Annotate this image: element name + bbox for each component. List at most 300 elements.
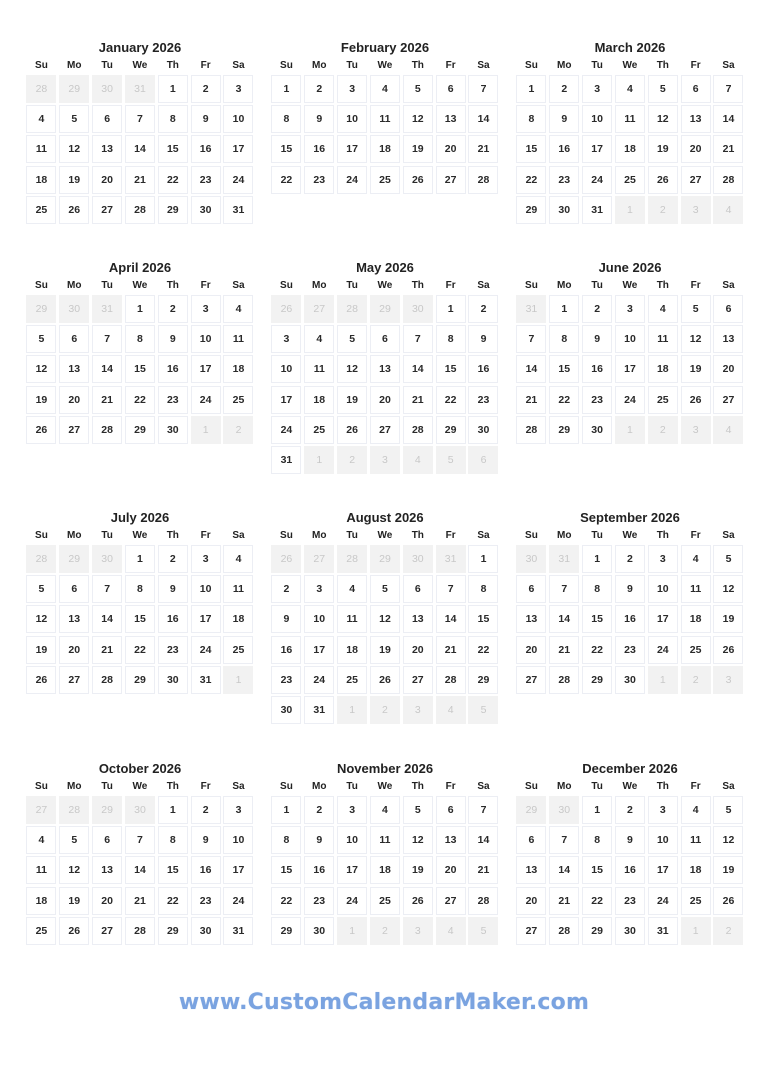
day-cell[interactable]: 8 <box>158 105 188 133</box>
day-cell[interactable]: 29 <box>516 196 546 224</box>
day-cell[interactable]: 7 <box>468 75 498 103</box>
day-cell[interactable]: 28 <box>549 917 579 945</box>
day-cell[interactable]: 20 <box>713 355 743 383</box>
day-cell[interactable]: 24 <box>337 887 367 915</box>
day-cell[interactable]: 15 <box>271 856 301 884</box>
day-cell[interactable]: 11 <box>304 355 334 383</box>
day-cell[interactable]: 18 <box>26 887 56 915</box>
day-cell[interactable]: 19 <box>713 605 743 633</box>
day-cell[interactable]: 25 <box>370 166 400 194</box>
day-cell[interactable]: 15 <box>516 135 546 163</box>
day-cell[interactable]: 22 <box>158 887 188 915</box>
day-cell[interactable]: 17 <box>615 355 645 383</box>
day-cell[interactable]: 6 <box>59 325 89 353</box>
day-cell[interactable]: 29 <box>158 917 188 945</box>
day-cell[interactable]: 6 <box>713 295 743 323</box>
day-cell[interactable]: 16 <box>582 355 612 383</box>
day-cell[interactable]: 4 <box>223 545 253 573</box>
day-cell[interactable]: 13 <box>92 135 122 163</box>
day-cell[interactable]: 2 <box>158 545 188 573</box>
day-cell[interactable]: 5 <box>648 75 678 103</box>
day-cell[interactable]: 20 <box>370 386 400 414</box>
day-cell[interactable]: 7 <box>403 325 433 353</box>
day-cell[interactable]: 25 <box>370 887 400 915</box>
day-cell[interactable]: 19 <box>681 355 711 383</box>
day-cell[interactable]: 4 <box>370 796 400 824</box>
day-cell[interactable]: 28 <box>549 666 579 694</box>
day-cell[interactable]: 21 <box>403 386 433 414</box>
day-cell[interactable]: 9 <box>158 575 188 603</box>
day-cell[interactable]: 25 <box>681 636 711 664</box>
day-cell[interactable]: 9 <box>304 105 334 133</box>
day-cell[interactable]: 27 <box>436 166 466 194</box>
day-cell[interactable]: 1 <box>468 545 498 573</box>
day-cell[interactable]: 16 <box>615 856 645 884</box>
day-cell[interactable]: 15 <box>582 605 612 633</box>
day-cell[interactable]: 28 <box>92 666 122 694</box>
day-cell[interactable]: 10 <box>615 325 645 353</box>
day-cell[interactable]: 1 <box>582 796 612 824</box>
day-cell[interactable]: 18 <box>223 355 253 383</box>
day-cell[interactable]: 22 <box>436 386 466 414</box>
day-cell[interactable]: 10 <box>648 575 678 603</box>
day-cell[interactable]: 8 <box>271 105 301 133</box>
day-cell[interactable]: 4 <box>648 295 678 323</box>
day-cell[interactable]: 13 <box>59 605 89 633</box>
day-cell[interactable]: 28 <box>468 887 498 915</box>
day-cell[interactable]: 14 <box>549 605 579 633</box>
day-cell[interactable]: 26 <box>26 666 56 694</box>
day-cell[interactable]: 22 <box>125 636 155 664</box>
day-cell[interactable]: 12 <box>681 325 711 353</box>
day-cell[interactable]: 2 <box>271 575 301 603</box>
day-cell[interactable]: 11 <box>223 325 253 353</box>
day-cell[interactable]: 18 <box>370 135 400 163</box>
day-cell[interactable]: 26 <box>370 666 400 694</box>
day-cell[interactable]: 21 <box>516 386 546 414</box>
day-cell[interactable]: 3 <box>337 796 367 824</box>
day-cell[interactable]: 18 <box>304 386 334 414</box>
day-cell[interactable]: 8 <box>158 826 188 854</box>
day-cell[interactable]: 19 <box>59 166 89 194</box>
day-cell[interactable]: 12 <box>713 826 743 854</box>
day-cell[interactable]: 21 <box>468 135 498 163</box>
day-cell[interactable]: 24 <box>223 887 253 915</box>
day-cell[interactable]: 18 <box>370 856 400 884</box>
day-cell[interactable]: 23 <box>468 386 498 414</box>
day-cell[interactable]: 4 <box>26 105 56 133</box>
day-cell[interactable]: 13 <box>59 355 89 383</box>
day-cell[interactable]: 27 <box>681 166 711 194</box>
day-cell[interactable]: 19 <box>403 135 433 163</box>
day-cell[interactable]: 24 <box>337 166 367 194</box>
day-cell[interactable]: 19 <box>370 636 400 664</box>
day-cell[interactable]: 28 <box>125 196 155 224</box>
day-cell[interactable]: 24 <box>304 666 334 694</box>
day-cell[interactable]: 2 <box>615 545 645 573</box>
day-cell[interactable]: 11 <box>648 325 678 353</box>
day-cell[interactable]: 2 <box>191 75 221 103</box>
day-cell[interactable]: 7 <box>125 826 155 854</box>
day-cell[interactable]: 21 <box>468 856 498 884</box>
day-cell[interactable]: 26 <box>26 416 56 444</box>
day-cell[interactable]: 29 <box>158 196 188 224</box>
day-cell[interactable]: 9 <box>271 605 301 633</box>
day-cell[interactable]: 1 <box>436 295 466 323</box>
day-cell[interactable]: 22 <box>271 887 301 915</box>
day-cell[interactable]: 21 <box>436 636 466 664</box>
day-cell[interactable]: 21 <box>125 166 155 194</box>
day-cell[interactable]: 13 <box>92 856 122 884</box>
day-cell[interactable]: 6 <box>436 796 466 824</box>
day-cell[interactable]: 3 <box>223 75 253 103</box>
day-cell[interactable]: 3 <box>191 295 221 323</box>
day-cell[interactable]: 31 <box>304 696 334 724</box>
day-cell[interactable]: 28 <box>713 166 743 194</box>
day-cell[interactable]: 30 <box>582 416 612 444</box>
day-cell[interactable]: 18 <box>648 355 678 383</box>
day-cell[interactable]: 20 <box>92 166 122 194</box>
day-cell[interactable]: 28 <box>468 166 498 194</box>
day-cell[interactable]: 21 <box>92 386 122 414</box>
day-cell[interactable]: 3 <box>223 796 253 824</box>
day-cell[interactable]: 18 <box>337 636 367 664</box>
day-cell[interactable]: 27 <box>59 666 89 694</box>
day-cell[interactable]: 23 <box>271 666 301 694</box>
day-cell[interactable]: 17 <box>648 856 678 884</box>
day-cell[interactable]: 24 <box>648 636 678 664</box>
day-cell[interactable]: 20 <box>59 636 89 664</box>
day-cell[interactable]: 14 <box>468 105 498 133</box>
day-cell[interactable]: 27 <box>436 887 466 915</box>
day-cell[interactable]: 14 <box>516 355 546 383</box>
day-cell[interactable]: 3 <box>191 545 221 573</box>
day-cell[interactable]: 27 <box>370 416 400 444</box>
day-cell[interactable]: 7 <box>713 75 743 103</box>
day-cell[interactable]: 10 <box>223 105 253 133</box>
day-cell[interactable]: 5 <box>59 105 89 133</box>
day-cell[interactable]: 10 <box>648 826 678 854</box>
day-cell[interactable]: 6 <box>681 75 711 103</box>
day-cell[interactable]: 17 <box>304 636 334 664</box>
day-cell[interactable]: 28 <box>516 416 546 444</box>
day-cell[interactable]: 8 <box>582 826 612 854</box>
day-cell[interactable]: 9 <box>191 105 221 133</box>
day-cell[interactable]: 5 <box>370 575 400 603</box>
day-cell[interactable]: 14 <box>92 605 122 633</box>
day-cell[interactable]: 25 <box>26 196 56 224</box>
day-cell[interactable]: 1 <box>271 75 301 103</box>
day-cell[interactable]: 11 <box>370 105 400 133</box>
day-cell[interactable]: 27 <box>92 917 122 945</box>
day-cell[interactable]: 3 <box>648 796 678 824</box>
day-cell[interactable]: 25 <box>223 386 253 414</box>
day-cell[interactable]: 1 <box>582 545 612 573</box>
day-cell[interactable]: 5 <box>681 295 711 323</box>
day-cell[interactable]: 25 <box>337 666 367 694</box>
day-cell[interactable]: 30 <box>191 196 221 224</box>
day-cell[interactable]: 9 <box>468 325 498 353</box>
day-cell[interactable]: 25 <box>26 917 56 945</box>
day-cell[interactable]: 1 <box>271 796 301 824</box>
day-cell[interactable]: 20 <box>59 386 89 414</box>
day-cell[interactable]: 3 <box>337 75 367 103</box>
day-cell[interactable]: 2 <box>191 796 221 824</box>
day-cell[interactable]: 16 <box>304 135 334 163</box>
day-cell[interactable]: 17 <box>271 386 301 414</box>
day-cell[interactable]: 22 <box>582 887 612 915</box>
day-cell[interactable]: 5 <box>59 826 89 854</box>
day-cell[interactable]: 16 <box>191 856 221 884</box>
day-cell[interactable]: 17 <box>191 605 221 633</box>
day-cell[interactable]: 12 <box>59 856 89 884</box>
day-cell[interactable]: 3 <box>271 325 301 353</box>
day-cell[interactable]: 9 <box>582 325 612 353</box>
day-cell[interactable]: 5 <box>713 545 743 573</box>
day-cell[interactable]: 19 <box>648 135 678 163</box>
day-cell[interactable]: 13 <box>436 826 466 854</box>
day-cell[interactable]: 5 <box>26 575 56 603</box>
day-cell[interactable]: 19 <box>403 856 433 884</box>
day-cell[interactable]: 14 <box>713 105 743 133</box>
day-cell[interactable]: 12 <box>59 135 89 163</box>
day-cell[interactable]: 6 <box>370 325 400 353</box>
day-cell[interactable]: 26 <box>713 887 743 915</box>
day-cell[interactable]: 8 <box>436 325 466 353</box>
day-cell[interactable]: 21 <box>125 887 155 915</box>
day-cell[interactable]: 9 <box>191 826 221 854</box>
day-cell[interactable]: 6 <box>516 575 546 603</box>
day-cell[interactable]: 2 <box>615 796 645 824</box>
day-cell[interactable]: 10 <box>337 826 367 854</box>
day-cell[interactable]: 13 <box>370 355 400 383</box>
day-cell[interactable]: 29 <box>125 666 155 694</box>
day-cell[interactable]: 5 <box>403 75 433 103</box>
day-cell[interactable]: 17 <box>582 135 612 163</box>
day-cell[interactable]: 4 <box>615 75 645 103</box>
day-cell[interactable]: 7 <box>549 575 579 603</box>
day-cell[interactable]: 27 <box>92 196 122 224</box>
day-cell[interactable]: 10 <box>191 325 221 353</box>
day-cell[interactable]: 16 <box>468 355 498 383</box>
day-cell[interactable]: 6 <box>436 75 466 103</box>
day-cell[interactable]: 1 <box>158 75 188 103</box>
day-cell[interactable]: 13 <box>681 105 711 133</box>
day-cell[interactable]: 24 <box>271 416 301 444</box>
day-cell[interactable]: 2 <box>304 796 334 824</box>
day-cell[interactable]: 10 <box>582 105 612 133</box>
day-cell[interactable]: 20 <box>681 135 711 163</box>
day-cell[interactable]: 18 <box>681 605 711 633</box>
day-cell[interactable]: 29 <box>436 416 466 444</box>
day-cell[interactable]: 11 <box>26 856 56 884</box>
day-cell[interactable]: 12 <box>713 575 743 603</box>
day-cell[interactable]: 17 <box>223 135 253 163</box>
day-cell[interactable]: 7 <box>468 796 498 824</box>
day-cell[interactable]: 28 <box>436 666 466 694</box>
day-cell[interactable]: 23 <box>615 636 645 664</box>
day-cell[interactable]: 2 <box>582 295 612 323</box>
day-cell[interactable]: 21 <box>549 887 579 915</box>
day-cell[interactable]: 15 <box>549 355 579 383</box>
day-cell[interactable]: 22 <box>549 386 579 414</box>
day-cell[interactable]: 10 <box>191 575 221 603</box>
day-cell[interactable]: 21 <box>713 135 743 163</box>
day-cell[interactable]: 2 <box>158 295 188 323</box>
day-cell[interactable]: 10 <box>337 105 367 133</box>
day-cell[interactable]: 14 <box>549 856 579 884</box>
day-cell[interactable]: 1 <box>158 796 188 824</box>
site-url-footer[interactable]: www.CustomCalendarMaker.com <box>178 990 590 1015</box>
day-cell[interactable]: 9 <box>304 826 334 854</box>
day-cell[interactable]: 28 <box>92 416 122 444</box>
day-cell[interactable]: 8 <box>582 575 612 603</box>
day-cell[interactable]: 11 <box>223 575 253 603</box>
day-cell[interactable]: 16 <box>549 135 579 163</box>
day-cell[interactable]: 6 <box>403 575 433 603</box>
day-cell[interactable]: 26 <box>337 416 367 444</box>
day-cell[interactable]: 17 <box>337 856 367 884</box>
day-cell[interactable]: 8 <box>549 325 579 353</box>
day-cell[interactable]: 9 <box>549 105 579 133</box>
day-cell[interactable]: 1 <box>549 295 579 323</box>
day-cell[interactable]: 3 <box>615 295 645 323</box>
day-cell[interactable]: 20 <box>516 887 546 915</box>
day-cell[interactable]: 14 <box>468 826 498 854</box>
day-cell[interactable]: 20 <box>403 636 433 664</box>
day-cell[interactable]: 4 <box>337 575 367 603</box>
day-cell[interactable]: 16 <box>158 355 188 383</box>
day-cell[interactable]: 19 <box>59 887 89 915</box>
day-cell[interactable]: 11 <box>370 826 400 854</box>
day-cell[interactable]: 17 <box>223 856 253 884</box>
day-cell[interactable]: 15 <box>468 605 498 633</box>
day-cell[interactable]: 24 <box>191 636 221 664</box>
day-cell[interactable]: 25 <box>304 416 334 444</box>
day-cell[interactable]: 13 <box>516 605 546 633</box>
day-cell[interactable]: 24 <box>223 166 253 194</box>
day-cell[interactable]: 17 <box>191 355 221 383</box>
day-cell[interactable]: 23 <box>582 386 612 414</box>
day-cell[interactable]: 20 <box>436 135 466 163</box>
day-cell[interactable]: 12 <box>26 355 56 383</box>
day-cell[interactable]: 18 <box>615 135 645 163</box>
day-cell[interactable]: 31 <box>191 666 221 694</box>
day-cell[interactable]: 4 <box>681 796 711 824</box>
day-cell[interactable]: 15 <box>125 355 155 383</box>
day-cell[interactable]: 28 <box>403 416 433 444</box>
day-cell[interactable]: 12 <box>370 605 400 633</box>
day-cell[interactable]: 27 <box>516 666 546 694</box>
day-cell[interactable]: 12 <box>26 605 56 633</box>
day-cell[interactable]: 5 <box>26 325 56 353</box>
day-cell[interactable]: 23 <box>158 636 188 664</box>
day-cell[interactable]: 20 <box>436 856 466 884</box>
day-cell[interactable]: 30 <box>158 416 188 444</box>
day-cell[interactable]: 16 <box>158 605 188 633</box>
day-cell[interactable]: 31 <box>582 196 612 224</box>
day-cell[interactable]: 14 <box>125 856 155 884</box>
day-cell[interactable]: 12 <box>403 105 433 133</box>
day-cell[interactable]: 22 <box>468 636 498 664</box>
day-cell[interactable]: 11 <box>681 826 711 854</box>
day-cell[interactable]: 11 <box>26 135 56 163</box>
day-cell[interactable]: 18 <box>26 166 56 194</box>
day-cell[interactable]: 26 <box>59 917 89 945</box>
day-cell[interactable]: 11 <box>681 575 711 603</box>
day-cell[interactable]: 23 <box>191 166 221 194</box>
day-cell[interactable]: 31 <box>271 446 301 474</box>
day-cell[interactable]: 29 <box>271 917 301 945</box>
day-cell[interactable]: 23 <box>549 166 579 194</box>
day-cell[interactable]: 26 <box>59 196 89 224</box>
day-cell[interactable]: 10 <box>223 826 253 854</box>
day-cell[interactable]: 15 <box>158 135 188 163</box>
day-cell[interactable]: 8 <box>125 325 155 353</box>
day-cell[interactable]: 13 <box>403 605 433 633</box>
day-cell[interactable]: 3 <box>582 75 612 103</box>
day-cell[interactable]: 27 <box>713 386 743 414</box>
day-cell[interactable]: 19 <box>26 386 56 414</box>
day-cell[interactable]: 26 <box>713 636 743 664</box>
day-cell[interactable]: 7 <box>92 575 122 603</box>
day-cell[interactable]: 3 <box>648 545 678 573</box>
day-cell[interactable]: 10 <box>304 605 334 633</box>
day-cell[interactable]: 7 <box>516 325 546 353</box>
day-cell[interactable]: 15 <box>436 355 466 383</box>
day-cell[interactable]: 27 <box>403 666 433 694</box>
day-cell[interactable]: 25 <box>615 166 645 194</box>
day-cell[interactable]: 14 <box>403 355 433 383</box>
day-cell[interactable]: 13 <box>436 105 466 133</box>
day-cell[interactable]: 23 <box>615 887 645 915</box>
day-cell[interactable]: 27 <box>59 416 89 444</box>
day-cell[interactable]: 12 <box>648 105 678 133</box>
day-cell[interactable]: 2 <box>549 75 579 103</box>
day-cell[interactable]: 26 <box>648 166 678 194</box>
day-cell[interactable]: 5 <box>403 796 433 824</box>
day-cell[interactable]: 5 <box>337 325 367 353</box>
day-cell[interactable]: 30 <box>615 917 645 945</box>
day-cell[interactable]: 23 <box>304 166 334 194</box>
day-cell[interactable]: 22 <box>271 166 301 194</box>
day-cell[interactable]: 4 <box>304 325 334 353</box>
day-cell[interactable]: 18 <box>681 856 711 884</box>
day-cell[interactable]: 24 <box>582 166 612 194</box>
day-cell[interactable]: 21 <box>549 636 579 664</box>
day-cell[interactable]: 29 <box>549 416 579 444</box>
day-cell[interactable]: 14 <box>92 355 122 383</box>
day-cell[interactable]: 15 <box>158 856 188 884</box>
day-cell[interactable]: 17 <box>648 605 678 633</box>
day-cell[interactable]: 20 <box>516 636 546 664</box>
day-cell[interactable]: 15 <box>582 856 612 884</box>
day-cell[interactable]: 7 <box>92 325 122 353</box>
day-cell[interactable]: 16 <box>304 856 334 884</box>
day-cell[interactable]: 15 <box>271 135 301 163</box>
day-cell[interactable]: 9 <box>615 575 645 603</box>
day-cell[interactable]: 16 <box>271 636 301 664</box>
day-cell[interactable]: 1 <box>516 75 546 103</box>
day-cell[interactable]: 19 <box>337 386 367 414</box>
day-cell[interactable]: 21 <box>92 636 122 664</box>
day-cell[interactable]: 25 <box>648 386 678 414</box>
day-cell[interactable]: 8 <box>125 575 155 603</box>
day-cell[interactable]: 16 <box>191 135 221 163</box>
day-cell[interactable]: 8 <box>468 575 498 603</box>
day-cell[interactable]: 14 <box>436 605 466 633</box>
day-cell[interactable]: 4 <box>223 295 253 323</box>
